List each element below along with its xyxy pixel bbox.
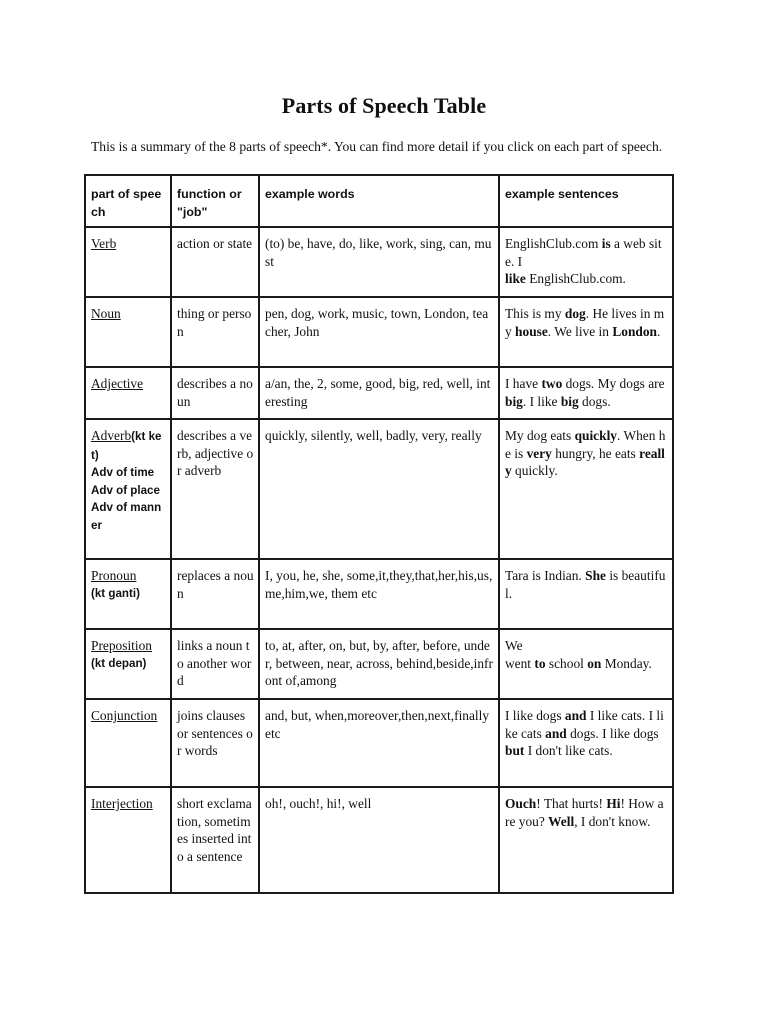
part-cell — [85, 367, 171, 419]
part-note: (kt depan) — [91, 656, 147, 670]
header-function: function or "job" — [171, 175, 259, 227]
example-words-cell: a/an, the, 2, some, good, big, red, well, interesting — [259, 367, 499, 419]
part-link-noun[interactable]: Noun — [91, 306, 121, 321]
part-cell — [85, 699, 171, 787]
part-cell — [85, 227, 171, 297]
page-title: Parts of Speech Table — [281, 93, 487, 118]
example-sentence-cell: This is my dog. He lives in my house. We live in London. — [499, 297, 673, 367]
highlighted-word: Ouch — [505, 796, 537, 811]
highlighted-word: is — [601, 236, 611, 251]
highlighted-word: and — [564, 708, 587, 723]
example-words-cell: pen, dog, work, music, town, London, teacher, John — [259, 297, 499, 367]
part-cell — [85, 559, 171, 629]
intro-text: This is a summary of the 8 parts of speech*. You can find more detail if you click on each part of speech. — [91, 139, 663, 154]
part-link-adverb[interactable]: Adverb — [91, 428, 132, 443]
part-note: Adv of place — [91, 483, 160, 497]
highlighted-word: Hi — [606, 796, 621, 811]
highlighted-word: house — [515, 323, 548, 339]
example-sentence-cell: Ouch! That hurts! Hi! How are you? Well, I don't know. — [499, 787, 673, 893]
part-link-verb[interactable]: Verb — [91, 236, 117, 251]
example-words-cell: I, you, he, she, some,it,they,that,her,his,us,me,him,we, them etc — [259, 559, 499, 629]
table-row — [85, 297, 673, 367]
example-words-cell: and, but, when,moreover,then,next,finally etc — [259, 699, 499, 787]
highlighted-word: big — [560, 393, 579, 409]
example-sentence-cell: We went to school on Monday. — [499, 629, 673, 699]
function-cell: replaces a noun — [171, 559, 259, 629]
example-words-cell: oh!, ouch!, hi!, well — [259, 787, 499, 893]
function-cell: thing or person — [171, 297, 259, 367]
function-cell: action or state — [171, 227, 259, 297]
part-link-interjection[interactable]: Interjection — [91, 796, 153, 811]
parts-of-speech-table — [84, 174, 674, 894]
highlighted-word: dog — [564, 306, 586, 321]
highlighted-word: on — [587, 655, 602, 671]
example-sentence-cell: My dog eats quickly. When he is very hungry, he eats really quickly. — [499, 419, 673, 559]
function-cell: joins clauses or sentences or words — [171, 699, 259, 787]
example-sentence-cell: Tara is Indian. She is beautiful. — [499, 559, 673, 629]
function-cell: describes a verb, adjective or adverb — [171, 419, 259, 559]
highlighted-word: to — [534, 655, 546, 671]
part-link-adjective[interactable]: Adjective — [91, 376, 144, 391]
part-note: Adv of time — [91, 466, 155, 480]
highlighted-word: Well — [548, 813, 575, 829]
highlighted-word: but — [505, 743, 525, 759]
header-example-sentences: example sentences — [499, 175, 673, 227]
table-row — [85, 699, 673, 787]
header-example-words: example words — [259, 175, 499, 227]
example-sentence-cell: EnglishClub.com is a web site. I like EnglishClub.com. — [499, 227, 673, 297]
table-row — [85, 787, 673, 893]
table-body — [85, 227, 673, 893]
part-note: (kt ganti) — [91, 586, 140, 600]
highlighted-word: and — [545, 725, 567, 741]
table-row — [85, 227, 673, 297]
table-row — [85, 629, 673, 699]
table-row — [85, 419, 673, 559]
highlighted-word: big — [505, 393, 523, 409]
part-note: (kt ket) — [91, 430, 162, 462]
part-link-pronoun[interactable]: Pronoun — [91, 568, 137, 583]
table-header-row — [85, 175, 673, 227]
highlighted-word: She — [585, 568, 606, 583]
highlighted-word: like — [505, 271, 526, 287]
highlighted-word: London — [612, 323, 657, 339]
function-cell: links a noun to another word — [171, 629, 259, 699]
highlighted-word: very — [526, 445, 552, 461]
highlighted-word: two — [541, 376, 563, 391]
part-cell — [85, 297, 171, 367]
example-words-cell: (to) be, have, do, like, work, sing, can, must — [259, 227, 499, 297]
part-cell — [85, 629, 171, 699]
part-cell — [85, 787, 171, 893]
part-link-preposition[interactable]: Preposition — [91, 638, 153, 653]
table-row — [85, 559, 673, 629]
part-cell — [85, 419, 171, 559]
part-note: Adv of manner — [91, 501, 162, 532]
function-cell: describes a noun — [171, 367, 259, 419]
part-link-conjunction[interactable]: Conjunction — [91, 708, 158, 723]
highlighted-word: really — [505, 445, 665, 479]
header-part-of-speech: part of speech — [85, 175, 171, 227]
function-cell: short exclamation, sometimes inserted into a sentence — [171, 787, 259, 893]
example-sentence-cell: I like dogs and I like cats. I like cats and dogs. I like dogs but I don't like cats. — [499, 699, 673, 787]
table-row — [85, 367, 673, 419]
highlighted-word: quickly — [574, 428, 617, 443]
example-words-cell: to, at, after, on, but, by, after, before, under, between, near, across, behind,beside,infront of,among — [259, 629, 499, 699]
example-sentence-cell: I have two dogs. My dogs are big. I like big dogs. — [499, 367, 673, 419]
example-words-cell: quickly, silently, well, badly, very, really — [259, 419, 499, 559]
